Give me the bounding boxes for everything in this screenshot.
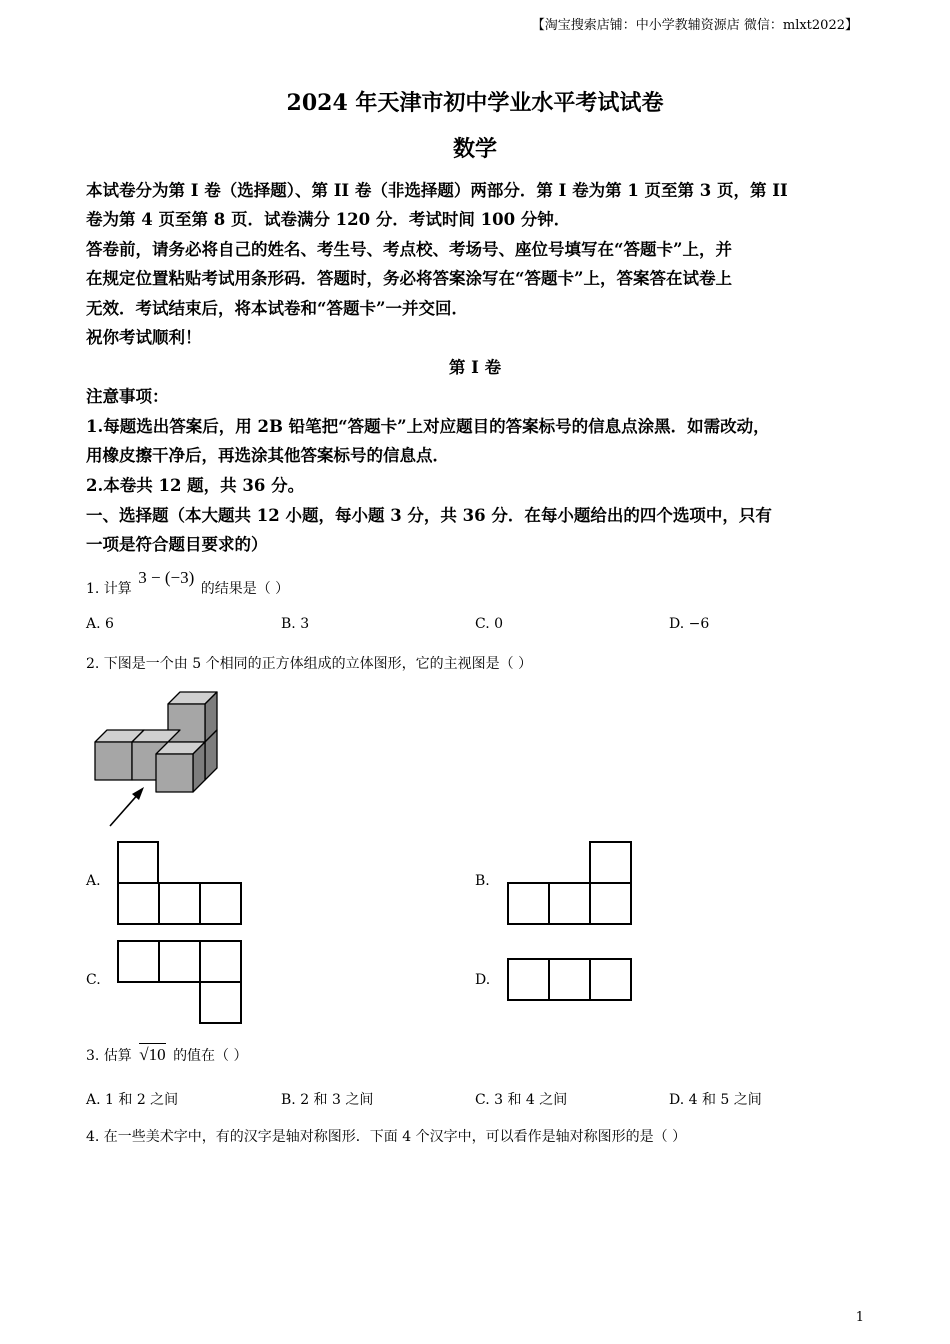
intro-line: 本试卷分为第 I 卷（选择题）、第 II 卷（非选择题）两部分．第 I 卷为第 1 页至第 3 页，第 II <box>86 181 788 200</box>
q2-option-d-figure[interactable] <box>507 958 633 1002</box>
notes-title: 注意事项： <box>86 387 169 406</box>
q2-option-b-label[interactable]: B. <box>475 873 490 889</box>
intro-line: 答卷前，请务必将自己的姓名、考生号、考点校、考场号、座位号填写在“答题卡”上，并 <box>86 240 732 259</box>
question-3-expression: √10 <box>139 1045 166 1064</box>
question-1-suffix: 的结果是（ ） <box>200 581 290 597</box>
q3-option-d[interactable]: D. 4 和 5 之间 <box>669 1092 762 1108</box>
q2-option-d-label[interactable]: D. <box>475 972 491 988</box>
intro-line: 无效．考试结束后，将本试卷和“答题卡”一并交回． <box>86 299 468 318</box>
q2-option-a-label[interactable]: A. <box>86 873 101 889</box>
question-3-suffix: 的值在（ ） <box>173 1048 248 1064</box>
q3-option-a[interactable]: A. 1 和 2 之间 <box>86 1092 179 1108</box>
intro-line: 在规定位置粘贴考试用条形码．答题时，务必将答案涂写在“答题卡”上，答案答在试卷上 <box>86 269 732 288</box>
question-1 <box>86 568 290 598</box>
part-title-line: 一项是符合题目要求的） <box>86 535 268 554</box>
q3-option-c[interactable]: C. 3 和 4 之间 <box>475 1092 568 1108</box>
exam-title: 2024 年天津市初中学业水平考试试卷 <box>286 90 664 116</box>
page-number: 1 <box>855 1310 864 1325</box>
q2-option-a-figure[interactable] <box>117 841 243 925</box>
question-3 <box>86 1045 248 1065</box>
section-title: 第 I 卷 <box>448 358 502 377</box>
question-1-expression: 3 − (−3) <box>138 568 195 587</box>
note-line: 1.每题选出答案后，用 2B 铅笔把“答题卡”上对应题目的答案标号的信息点涂黑．如需改动， <box>86 417 770 436</box>
question-3-prefix: 3. 估算 <box>86 1048 132 1064</box>
intro-line: 卷为第 4 页至第 8 页．试卷满分 120 分．考试时间 100 分钟． <box>86 210 571 229</box>
part-title-line: 一、选择题（本大题共 12 小题，每小题 3 分，共 36 分．在每小题给出的四个选项中，只有 <box>86 506 772 525</box>
question-2: 2. 下图是一个由 5 个相同的正方体组成的立体图形，它的主视图是（ ） <box>86 656 533 672</box>
q2-option-c-label[interactable]: C. <box>86 972 101 988</box>
cube-solid-figure <box>90 688 230 833</box>
q1-option-b[interactable]: B. 3 <box>281 616 310 632</box>
note-line: 2.本卷共 12 题，共 36 分。 <box>86 476 305 495</box>
q1-option-a[interactable]: A. 6 <box>86 616 114 632</box>
question-1-prefix: 1. 计算 <box>86 581 132 597</box>
note-line: 用橡皮擦干净后，再选涂其他答案标号的信息点． <box>86 446 449 465</box>
q3-option-b[interactable]: B. 2 和 3 之间 <box>281 1092 374 1108</box>
q2-option-b-figure[interactable] <box>507 841 633 925</box>
header-note: 【淘宝搜索店铺：中小学教辅资源店 微信：mlxt2022】 <box>531 18 858 33</box>
q1-option-c[interactable]: C. 0 <box>475 616 504 632</box>
q2-option-c-figure[interactable] <box>117 940 243 1025</box>
question-4: 4. 在一些美术字中，有的汉字是轴对称图形．下面 4 个汉字中，可以看作是轴对称图形的是（ ） <box>86 1129 687 1145</box>
q1-option-d[interactable]: D. −6 <box>669 616 710 632</box>
intro-line: 祝你考试顺利！ <box>86 328 202 347</box>
exam-subject: 数学 <box>452 136 497 162</box>
